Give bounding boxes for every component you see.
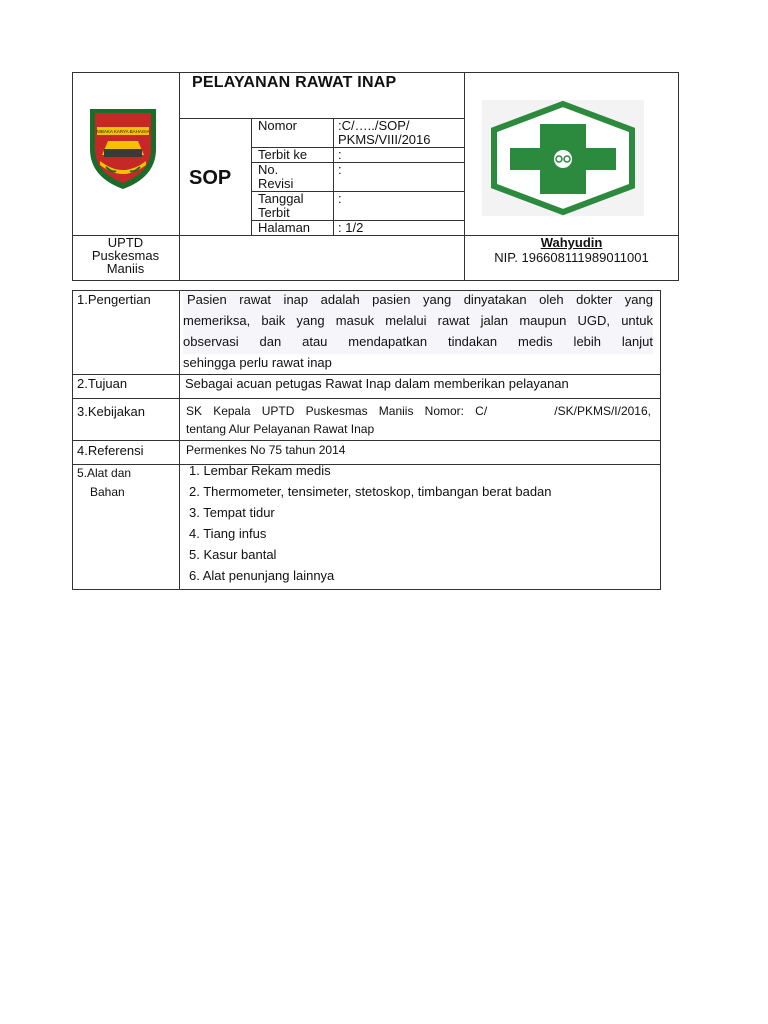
list-item: 6. Alat penunjang lainnya <box>189 568 335 583</box>
tujuan-text: Sebagai acuan petugas Rawat Inap dalam memberikan pelayanan <box>185 376 569 391</box>
list-item: 1. Lembar Rekam medis <box>189 463 331 478</box>
pengertian-text <box>183 291 653 375</box>
referensi-label: 4.Referensi <box>77 443 144 458</box>
pengertian-line-3: observasi dan atau mendapatkan tindakan medis lebih lanjut <box>183 333 653 354</box>
unit-line-1: UPTD <box>107 235 144 250</box>
kebijakan-label: 3.Kebijakan <box>77 404 145 419</box>
pengertian-line-4: sehingga perlu rawat inap <box>183 355 332 370</box>
document-title: PELAYANAN RAWAT INAP <box>192 74 397 91</box>
tujuan-label: 2.Tujuan <box>77 376 128 391</box>
puskesmas-logo <box>482 100 644 216</box>
list-item: 3. Tempat tidur <box>189 505 275 520</box>
unit-line-3: Maniis <box>106 261 145 276</box>
alat-label-1: 5.Alat dan <box>77 466 132 480</box>
field-terbit-label: Terbit ke <box>258 147 308 162</box>
field-revisi-label: No. <box>258 162 279 177</box>
field-tanggal-label-2: Terbit <box>258 205 290 220</box>
field-nomor-value-2: PKMS/VIII/2016 <box>338 132 431 147</box>
alat-list <box>189 460 552 586</box>
emblem-banner: NIBAKA KARYA BAHAGIA <box>96 129 150 134</box>
sop-label: SOP <box>189 167 232 189</box>
field-nomor-label: Nomor <box>258 118 298 133</box>
signer-name: Wahyudin <box>540 235 603 250</box>
field-halaman-value: : 1/2 <box>338 220 364 235</box>
field-halaman-label: Halaman <box>258 220 311 235</box>
list-item: 2. Thermometer, tensimeter, stetoskop, timbangan berat badan <box>189 484 552 499</box>
field-tanggal-label: Tanggal <box>258 191 304 206</box>
pengertian-line-2: memeriksa, baik yang masuk melalui rawat jalan maupun UGD, untuk <box>183 312 653 333</box>
kebijakan-line-2: tentang Alur Pelayanan Rawat Inap <box>186 422 375 436</box>
pengertian-label: 1.Pengertian <box>77 292 151 307</box>
field-revisi-value: : <box>338 162 342 177</box>
list-item: 5. Kasur bantal <box>189 547 277 562</box>
kebijakan-line-1: SK Kepala UPTD Puskesmas Maniis Nomor: C/ /SK/PKMS/I/2016, <box>186 404 651 418</box>
unit-line-2: Puskesmas <box>91 248 160 263</box>
list-item: 4. Tiang infus <box>189 526 267 541</box>
field-nomor-value: :C/…../SOP/ <box>338 118 410 133</box>
field-revisi-label-2: Revisi <box>258 176 294 191</box>
pengertian-line-1: Pasien rawat inap adalah pasien yang dinyatakan oleh dokter yang <box>183 291 653 312</box>
signer-nip: NIP. 196608111989011001 <box>494 250 649 265</box>
regency-emblem-logo <box>86 103 160 191</box>
alat-label-2: Bahan <box>90 485 125 499</box>
field-tanggal-value: : <box>338 191 342 206</box>
referensi-text: Permenkes No 75 tahun 2014 <box>186 443 346 457</box>
field-terbit-value: : <box>338 147 342 162</box>
